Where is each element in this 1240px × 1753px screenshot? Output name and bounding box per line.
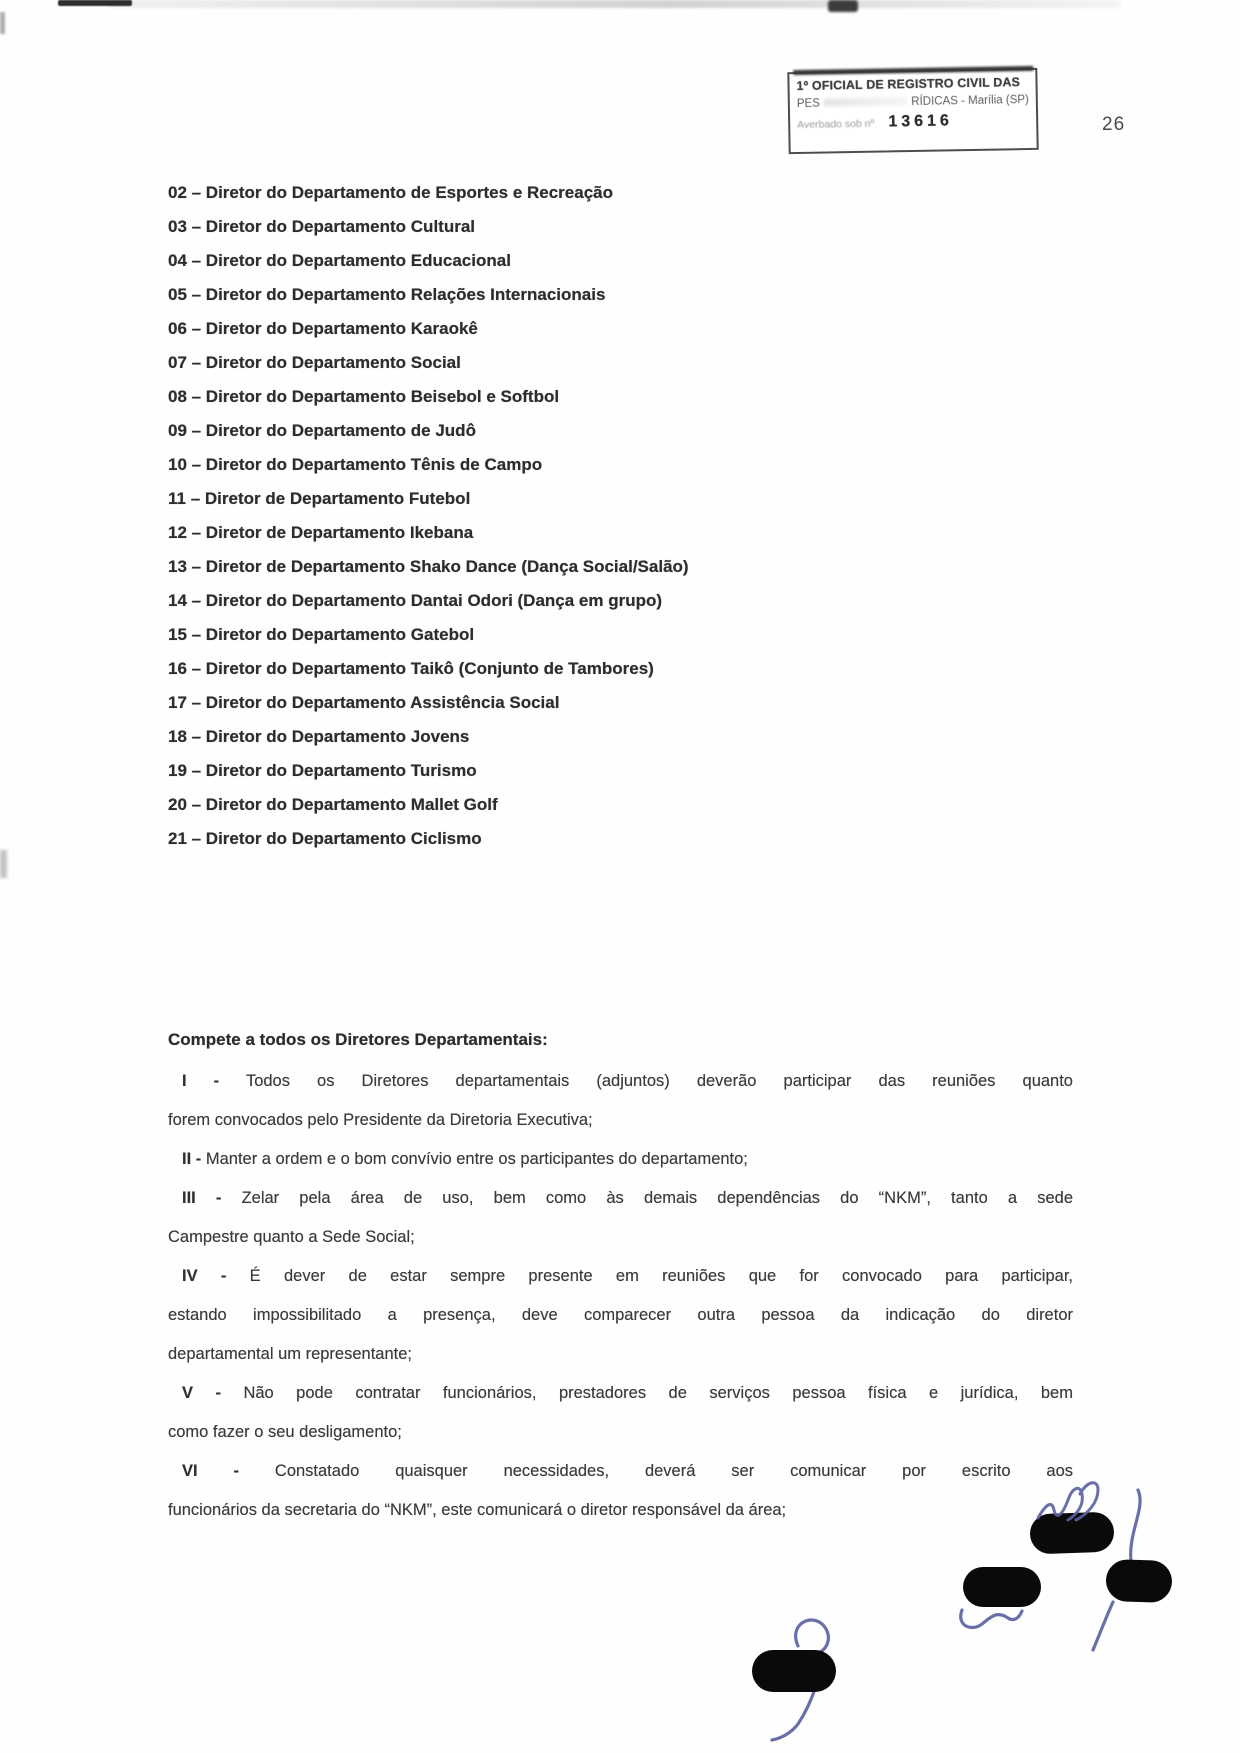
- page-number: 26: [1102, 114, 1126, 135]
- stamp-subtitle: [797, 94, 1029, 110]
- list-item: 14 – Diretor do Departamento Dantai Odori (Dança em grupo): [168, 591, 663, 610]
- list-item: 12 – Diretor de Departamento Ikebana: [168, 523, 474, 542]
- scan-edge-mark: [0, 850, 7, 878]
- list-item: 06 – Diretor do Departamento Karaokê: [168, 319, 478, 338]
- list-item: 15 – Diretor do Departamento Gatebol: [168, 625, 475, 644]
- line-text: estando impossibilitado a presença, deve comparecer outra pessoa da indicação do diretor: [168, 1306, 1073, 1324]
- list-item: 11 – Diretor de Departamento Futebol: [168, 489, 471, 508]
- stamp-title: 1º OFICIAL DE REGISTRO CIVIL DAS: [796, 75, 1021, 94]
- line-text: forem convocados pelo Presidente da Diretoria Executiva;: [168, 1111, 593, 1129]
- line-text: funcionários da secretaria do “NKM”, este comunicará o diretor responsável da área;: [168, 1501, 787, 1519]
- line-text: Manter a ordem e o bom convívio entre os participantes do departamento;: [205, 1150, 748, 1168]
- stamp-registration-number: 13616: [888, 112, 954, 131]
- section-heading: Compete a todos os Diretores Departamentais:: [168, 1030, 548, 1049]
- paragraph-line: [168, 1140, 1073, 1179]
- list-item: 08 – Diretor do Departamento Beisebol e Softbol: [168, 387, 560, 406]
- line-text: Não pode contratar funcionários, prestadores de serviços pessoa física e jurídica, bem: [243, 1384, 1073, 1402]
- list-item: 07 – Diretor do Departamento Social: [168, 353, 461, 372]
- list-item: 03 – Diretor do Departamento Cultural: [168, 217, 476, 236]
- paragraph-line: [168, 1335, 1073, 1374]
- paragraph-line: [168, 1257, 1073, 1296]
- list-item: 18 – Diretor do Departamento Jovens: [168, 727, 470, 746]
- pen-stroke: [961, 1610, 1022, 1628]
- list-item: 16 – Diretor do Departamento Taikô (Conjunto de Tambores): [168, 659, 654, 678]
- stamp-faded-area: [824, 97, 908, 106]
- pen-stroke: [796, 1620, 829, 1652]
- roman-numeral: V -: [182, 1384, 221, 1402]
- stamp-subtitle-right: RÍDICAS - Marília (SP): [911, 93, 1029, 109]
- line-text: Campestre quanto a Sede Social;: [168, 1228, 415, 1246]
- pen-stroke: [1093, 1602, 1113, 1650]
- paragraph-line: [168, 1062, 1073, 1101]
- roman-numeral: I -: [182, 1072, 220, 1090]
- list-item: 20 – Diretor do Departamento Mallet Golf: [168, 795, 498, 814]
- paragraph-line: [168, 1101, 1073, 1140]
- directors-list: [168, 176, 689, 856]
- list-item: 04 – Diretor do Departamento Educacional: [168, 251, 511, 270]
- roman-numeral: III -: [182, 1189, 222, 1207]
- scan-mark: [828, 0, 858, 12]
- list-item: 10 – Diretor do Departamento Tênis de Campo: [168, 455, 543, 474]
- scan-smudge-top: [110, 0, 1120, 8]
- stamp-subtitle-left: PES: [796, 97, 820, 111]
- list-item: 05 – Diretor do Departamento Relações Internacionais: [168, 285, 606, 304]
- list-item: 21 – Diretor do Departamento Ciclismo: [168, 829, 482, 848]
- list-item: 17 – Diretor do Departamento Assistência Social: [168, 693, 560, 712]
- paragraph-line: [168, 1218, 1073, 1257]
- roman-numeral: VI -: [182, 1462, 239, 1480]
- signature-area: [600, 1440, 1240, 1753]
- line-text: Zelar pela área de uso, bem como às demais dependências do “NKM”, tanto a sede: [241, 1189, 1073, 1207]
- paragraph-line: [168, 1296, 1073, 1335]
- line-text: É dever de estar sempre presente em reuniões que for convocado para participar,: [249, 1267, 1073, 1285]
- scan-mark: [58, 0, 132, 6]
- roman-numeral: II -: [182, 1150, 202, 1168]
- list-item: 13 – Diretor de Departamento Shako Dance (Dança Social/Salão): [168, 557, 689, 576]
- paragraph-line: [168, 1179, 1073, 1218]
- redaction-mark: [752, 1650, 836, 1692]
- line-text: departamental um representante;: [168, 1345, 412, 1363]
- line-text: como fazer o seu desligamento;: [168, 1423, 402, 1441]
- redaction-mark: [1105, 1559, 1172, 1603]
- line-text: Todos os Diretores departamentais (adjuntos) deverão participar das reuniões quanto: [245, 1072, 1073, 1090]
- paragraph-line: [168, 1374, 1073, 1413]
- list-item: 02 – Diretor do Departamento de Esportes e Recreação: [168, 183, 613, 202]
- scan-edge-mark: [0, 12, 5, 34]
- pen-stroke: [1131, 1490, 1140, 1561]
- registry-stamp: [787, 68, 1038, 154]
- redaction-mark: [963, 1567, 1041, 1607]
- list-item: 19 – Diretor do Departamento Turismo: [168, 761, 477, 780]
- line-text: Constatado quaisquer necessidades, deverá ser comunicar por escrito aos: [274, 1462, 1073, 1480]
- stamp-registration-label: Averbado sob nº: [797, 117, 875, 132]
- stamp-registration: [797, 111, 1029, 133]
- list-item: 09 – Diretor do Departamento de Judô: [168, 421, 476, 440]
- roman-numeral: IV -: [182, 1267, 227, 1285]
